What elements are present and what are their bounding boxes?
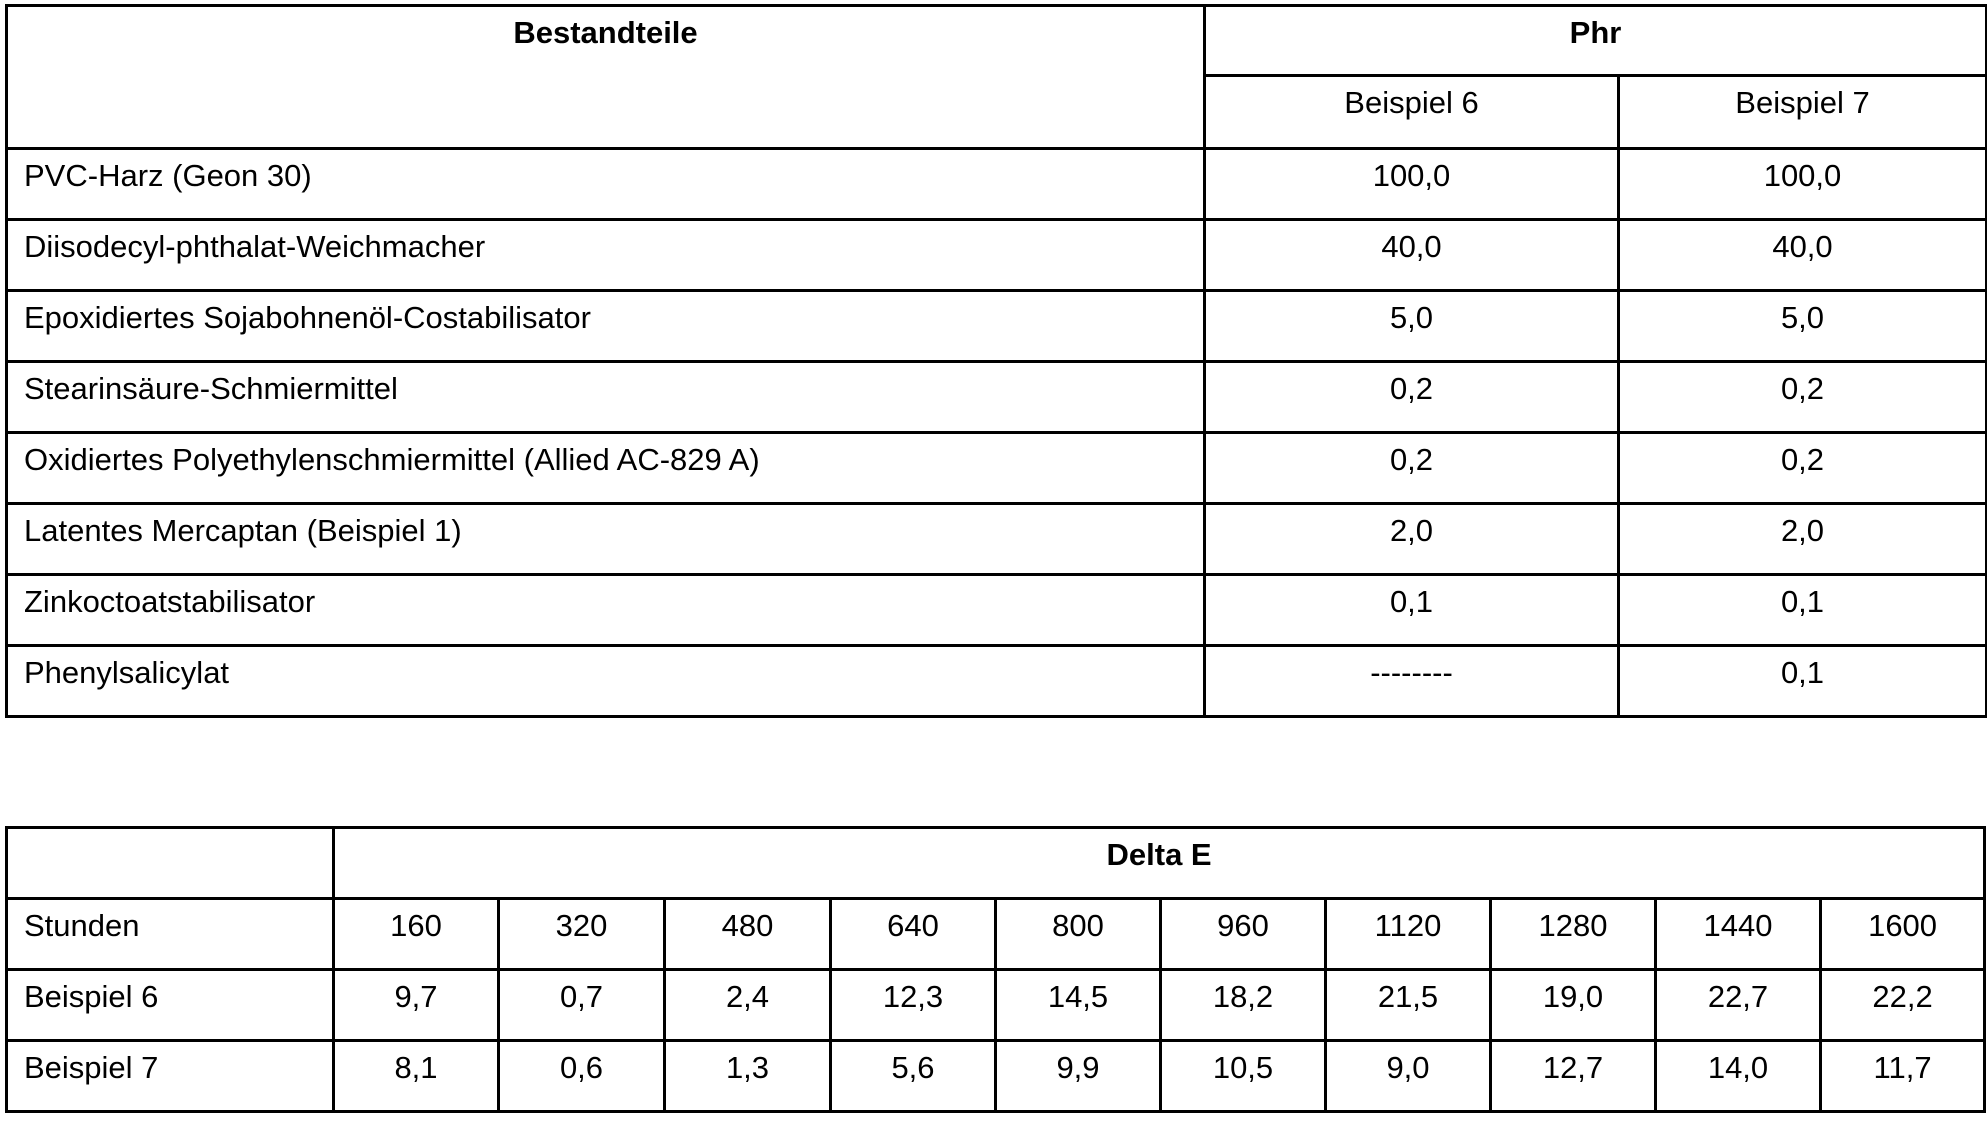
ingredient-name: Oxidiertes Polyethylenschmiermittel (Allied AC-829 A) — [7, 433, 1205, 504]
hours-row — [7, 899, 1985, 970]
value-cell: 0,2 — [1619, 433, 1987, 504]
value-cell: 18,2 — [1161, 970, 1326, 1041]
value-cell: -------- — [1205, 646, 1619, 717]
delta-e-table — [5, 826, 1986, 1113]
value-cell: 0,2 — [1205, 433, 1619, 504]
example-label: Beispiel 6 — [7, 970, 334, 1041]
ingredient-name: Diisodecyl-phthalat-Weichmacher — [7, 220, 1205, 291]
ingredient-name: PVC-Harz (Geon 30) — [7, 149, 1205, 220]
value-cell: 9,7 — [334, 970, 499, 1041]
value-cell: 0,1 — [1205, 575, 1619, 646]
hours-cell: 160 — [334, 899, 499, 970]
table-row — [7, 575, 1987, 646]
table-row — [7, 504, 1987, 575]
ingredient-name: Latentes Mercaptan (Beispiel 1) — [7, 504, 1205, 575]
value-cell: 100,0 — [1619, 149, 1987, 220]
hours-cell: 320 — [499, 899, 665, 970]
value-cell: 5,0 — [1205, 291, 1619, 362]
hours-cell: 1120 — [1326, 899, 1491, 970]
column-header-beispiel-6: Beispiel 6 — [1205, 76, 1619, 149]
column-header-beispiel-7: Beispiel 7 — [1619, 76, 1987, 149]
value-cell: 14,5 — [996, 970, 1161, 1041]
header-row — [7, 6, 1987, 76]
ingredient-name: Phenylsalicylat — [7, 646, 1205, 717]
value-cell: 1,3 — [665, 1041, 831, 1112]
value-cell: 2,4 — [665, 970, 831, 1041]
value-cell: 0,1 — [1619, 575, 1987, 646]
ingredient-name: Stearinsäure-Schmiermittel — [7, 362, 1205, 433]
value-cell: 0,7 — [499, 970, 665, 1041]
ingredient-name: Epoxidiertes Sojabohnenöl-Costabilisator — [7, 291, 1205, 362]
value-cell: 22,7 — [1656, 970, 1821, 1041]
value-cell: 0,2 — [1619, 362, 1987, 433]
hours-cell: 1440 — [1656, 899, 1821, 970]
value-cell: 5,6 — [831, 1041, 996, 1112]
hours-cell: 1600 — [1821, 899, 1985, 970]
value-cell: 11,7 — [1821, 1041, 1985, 1112]
value-cell: 40,0 — [1205, 220, 1619, 291]
value-cell: 21,5 — [1326, 970, 1491, 1041]
value-cell: 100,0 — [1205, 149, 1619, 220]
hours-label: Stunden — [7, 899, 334, 970]
value-cell: 2,0 — [1619, 504, 1987, 575]
table-row — [7, 1041, 1985, 1112]
value-cell: 12,3 — [831, 970, 996, 1041]
hours-cell: 960 — [1161, 899, 1326, 970]
composition-table — [5, 4, 1987, 718]
value-cell: 0,1 — [1619, 646, 1987, 717]
value-cell: 8,1 — [334, 1041, 499, 1112]
table-row — [7, 291, 1987, 362]
value-cell: 9,0 — [1326, 1041, 1491, 1112]
value-cell: 10,5 — [1161, 1041, 1326, 1112]
value-cell: 14,0 — [1656, 1041, 1821, 1112]
table-row — [7, 646, 1987, 717]
table-row — [7, 970, 1985, 1041]
value-cell: 19,0 — [1491, 970, 1656, 1041]
table-row — [7, 433, 1987, 504]
value-cell: 40,0 — [1619, 220, 1987, 291]
header-row — [7, 828, 1985, 899]
ingredients-header: Bestandteile — [7, 6, 1205, 149]
table-row — [7, 362, 1987, 433]
example-label: Beispiel 7 — [7, 1041, 334, 1112]
value-cell: 9,9 — [996, 1041, 1161, 1112]
ingredient-name: Zinkoctoatstabilisator — [7, 575, 1205, 646]
table-row — [7, 149, 1987, 220]
delta-e-header: Delta E — [334, 828, 1985, 899]
value-cell: 0,2 — [1205, 362, 1619, 433]
value-cell: 12,7 — [1491, 1041, 1656, 1112]
hours-cell: 640 — [831, 899, 996, 970]
value-cell: 0,6 — [499, 1041, 665, 1112]
table-row — [7, 220, 1987, 291]
phr-header: Phr — [1205, 6, 1987, 76]
hours-cell: 480 — [665, 899, 831, 970]
hours-cell: 800 — [996, 899, 1161, 970]
value-cell: 22,2 — [1821, 970, 1985, 1041]
value-cell: 5,0 — [1619, 291, 1987, 362]
empty-corner-cell — [7, 828, 334, 899]
hours-cell: 1280 — [1491, 899, 1656, 970]
value-cell: 2,0 — [1205, 504, 1619, 575]
